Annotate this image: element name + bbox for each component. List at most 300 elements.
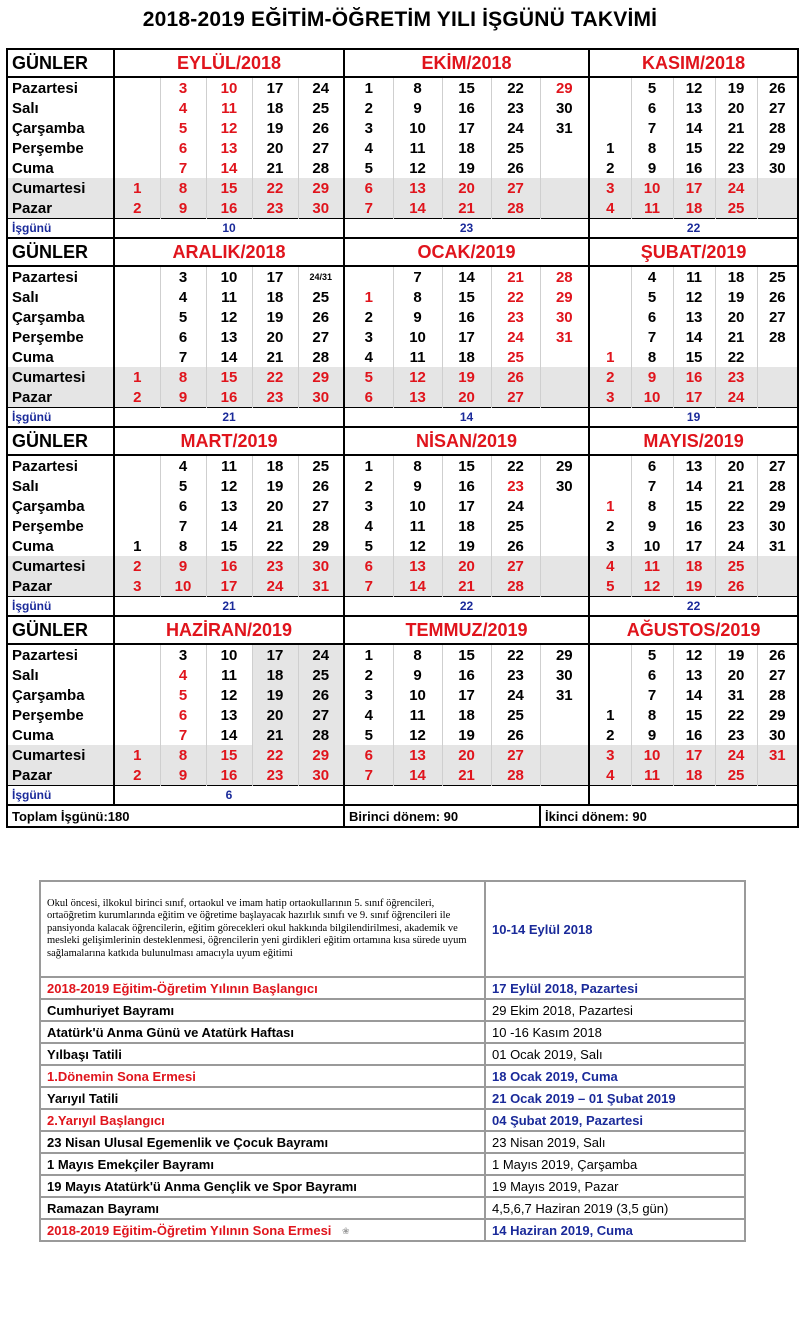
date-cell: 19 [442,158,491,178]
date-cell: 26 [491,158,540,178]
date-cell: 22 [252,745,298,765]
date-cell: 19 [715,77,757,98]
date-cell: 31 [540,327,589,347]
date-cell [540,158,589,178]
date-cell: 7 [631,118,673,138]
date-cell: 13 [206,327,252,347]
date-cell: 3 [344,118,393,138]
date-cell: 13 [673,665,715,685]
date-cell: 29 [540,287,589,307]
day-label: Salı [7,665,114,685]
date-cell: 1 [589,496,631,516]
date-cell [114,77,160,98]
second-term: İkinci dönem: 90 [540,805,798,827]
month-title: TEMMUZ/2019 [344,616,589,644]
date-cell: 22 [715,347,757,367]
day-label: Pazar [7,198,114,219]
date-cell: 22 [715,496,757,516]
date-cell: 12 [393,158,442,178]
date-cell: 28 [757,476,798,496]
date-cell: 26 [757,287,798,307]
date-cell: 9 [160,765,206,786]
date-cell: 5 [589,576,631,597]
event-title: Ramazan Bayramı [40,1197,485,1219]
date-cell: 4 [160,287,206,307]
day-row [7,198,798,219]
date-cell: 24 [491,327,540,347]
date-cell: 16 [673,516,715,536]
date-cell: 4 [589,765,631,786]
day-label: Cumartesi [7,178,114,198]
date-cell: 27 [491,387,540,408]
date-cell: 14 [393,765,442,786]
date-cell: 25 [757,266,798,287]
date-cell: 5 [344,725,393,745]
date-cell: 4 [160,455,206,476]
date-cell: 29 [298,536,344,556]
date-cell: 18 [252,98,298,118]
day-row [7,307,798,327]
date-cell [757,387,798,408]
date-cell: 29 [757,705,798,725]
date-cell: 14 [206,158,252,178]
date-cell: 16 [442,665,491,685]
date-cell: 19 [715,287,757,307]
date-cell: 2 [114,765,160,786]
date-cell: 11 [393,516,442,536]
day-row [7,287,798,307]
date-cell [589,455,631,476]
date-cell: 5 [160,307,206,327]
event-title: 2018-2019 Eğitim-Öğretim Yılının Sona Ermesi [40,1219,485,1241]
date-cell: 3 [344,496,393,516]
date-cell: 31 [298,576,344,597]
day-label: Perşembe [7,327,114,347]
isgunu-value: 21 [114,408,344,428]
date-cell: 8 [393,455,442,476]
date-cell: 7 [160,725,206,745]
day-label: Perşembe [7,138,114,158]
month-header-row [7,49,798,77]
date-cell: 23 [491,98,540,118]
date-cell: 30 [540,476,589,496]
date-cell: 11 [673,266,715,287]
date-cell [114,327,160,347]
date-cell: 6 [160,327,206,347]
events-body [40,881,745,1241]
date-cell [589,266,631,287]
date-cell: 11 [393,705,442,725]
date-cell: 16 [673,725,715,745]
date-cell: 5 [160,476,206,496]
event-title: 23 Nisan Ulusal Egemenlik ve Çocuk Bayramı [40,1131,485,1153]
date-cell: 6 [160,705,206,725]
date-cell: 26 [491,536,540,556]
date-cell: 7 [344,576,393,597]
day-label: Cuma [7,158,114,178]
date-cell: 21 [252,158,298,178]
date-cell: 22 [491,455,540,476]
date-cell: 6 [631,455,673,476]
date-cell: 2 [114,387,160,408]
date-cell: 1 [114,178,160,198]
date-cell: 30 [757,158,798,178]
date-cell: 17 [252,644,298,665]
date-cell: 7 [631,685,673,705]
isgunu-value: 22 [589,219,798,239]
event-date: 1 Mayıs 2019, Çarşamba [485,1153,745,1175]
date-cell: 10 [393,327,442,347]
isgunu-row [7,219,798,239]
date-cell: 14 [206,725,252,745]
month-title: EYLÜL/2018 [114,49,344,77]
day-label: Çarşamba [7,685,114,705]
date-cell [540,367,589,387]
date-cell: 3 [114,576,160,597]
date-cell: 13 [206,496,252,516]
date-cell [114,644,160,665]
date-cell: 13 [206,705,252,725]
date-cell: 3 [344,685,393,705]
date-cell [114,725,160,745]
date-cell [757,576,798,597]
date-cell: 21 [442,576,491,597]
date-cell: 10 [206,77,252,98]
date-cell: 5 [160,685,206,705]
date-cell: 9 [393,98,442,118]
day-row [7,367,798,387]
date-cell: 29 [757,138,798,158]
date-cell: 19 [442,536,491,556]
date-cell: 26 [298,685,344,705]
date-cell: 24 [252,576,298,597]
date-cell: 23 [252,387,298,408]
date-cell: 12 [393,725,442,745]
date-cell: 19 [715,644,757,665]
date-cell: 31 [757,536,798,556]
date-cell: 21 [491,266,540,287]
isgunu-row [7,408,798,428]
date-cell: 20 [442,556,491,576]
date-cell [114,665,160,685]
date-cell: 18 [673,556,715,576]
date-cell: 17 [442,118,491,138]
date-cell: 29 [298,745,344,765]
date-cell: 29 [757,496,798,516]
date-cell [540,387,589,408]
date-cell: 27 [298,138,344,158]
date-cell [589,77,631,98]
day-row [7,178,798,198]
date-cell: 5 [631,644,673,665]
date-cell: 29 [298,178,344,198]
date-cell: 17 [673,745,715,765]
day-row [7,644,798,665]
date-cell: 1 [589,347,631,367]
date-cell: 14 [393,198,442,219]
date-cell: 28 [757,327,798,347]
date-cell: 15 [442,644,491,665]
date-cell: 2 [344,307,393,327]
date-cell: 12 [673,77,715,98]
date-cell: 2 [589,367,631,387]
day-label: Pazar [7,387,114,408]
date-cell: 9 [160,198,206,219]
event-row [40,1197,745,1219]
date-cell: 29 [540,77,589,98]
date-cell: 13 [673,98,715,118]
date-cell: 30 [298,556,344,576]
date-cell [589,98,631,118]
day-row [7,158,798,178]
date-cell: 8 [393,77,442,98]
date-cell: 15 [442,455,491,476]
date-cell: 7 [631,476,673,496]
date-cell: 24 [715,745,757,765]
page-mark: ❀ [342,1226,350,1236]
date-cell: 27 [491,745,540,765]
orientation-text: Okul öncesi, ilkokul birinci sınıf, ortaokul ve imam hatip ortaokullarının 5. sınıf öğrencileri, ortaöğretim kurumlarında eğitim ve öğretime başlayacak hazırlık sınıfı ve 9. sınıf öğrencileri ile pansiyonda kalacak öğrencilerin, eğitim görecekleri okul hakkında bilgilendirilmesi, akademik ve mesleki gelişimlerinin desteklenmesi, öğrencilerin yeni girdikleri eğitim ortamına kısa sürede uyum sağlamalarına katkıda bulunulması amacıyla uyum eğitimi [40,881,485,977]
date-cell: 13 [673,455,715,476]
event-date: 19 Mayıs 2019, Pazar [485,1175,745,1197]
date-cell: 20 [442,178,491,198]
date-cell: 19 [442,367,491,387]
date-cell: 8 [393,644,442,665]
date-cell: 16 [442,98,491,118]
day-label: Cuma [7,347,114,367]
first-term: Birinci dönem: 90 [344,805,540,827]
date-cell: 11 [631,198,673,219]
day-row [7,765,798,786]
date-cell: 4 [631,266,673,287]
total-workdays: Toplam İşgünü:180 [7,805,344,827]
day-label: Pazartesi [7,266,114,287]
date-cell: 10 [631,387,673,408]
isgunu-value: 22 [344,597,589,617]
date-cell: 18 [442,138,491,158]
date-cell: 25 [298,287,344,307]
date-cell [589,307,631,327]
date-cell: 31 [757,745,798,765]
date-cell: 8 [631,347,673,367]
date-cell: 17 [442,327,491,347]
day-row [7,98,798,118]
day-row [7,496,798,516]
date-cell: 14 [673,118,715,138]
date-cell: 14 [442,266,491,287]
date-cell: 12 [631,576,673,597]
date-cell: 3 [160,77,206,98]
date-cell: 8 [631,705,673,725]
date-cell: 21 [252,347,298,367]
date-cell: 29 [540,455,589,476]
date-cell: 18 [715,266,757,287]
date-cell: 9 [160,387,206,408]
day-label: Pazar [7,765,114,786]
date-cell: 18 [252,455,298,476]
month-title: MART/2019 [114,427,344,455]
isgunu-row [7,786,798,806]
date-cell: 7 [160,347,206,367]
day-label: Pazartesi [7,77,114,98]
date-cell [114,266,160,287]
date-cell: 21 [252,725,298,745]
date-cell [589,118,631,138]
date-cell: 21 [715,118,757,138]
date-cell: 6 [160,496,206,516]
isgunu-value: 21 [114,597,344,617]
date-cell: 21 [442,198,491,219]
day-row [7,705,798,725]
date-cell: 12 [206,685,252,705]
date-cell: 23 [491,476,540,496]
date-cell: 8 [631,496,673,516]
date-cell: 25 [491,347,540,367]
days-header: GÜNLER [7,49,114,77]
date-cell: 29 [298,367,344,387]
date-cell [589,287,631,307]
day-row [7,745,798,765]
date-cell: 14 [206,516,252,536]
date-cell: 5 [344,536,393,556]
day-label: Pazar [7,576,114,597]
date-cell [540,576,589,597]
date-cell: 27 [757,665,798,685]
date-cell [540,765,589,786]
date-cell: 14 [673,685,715,705]
date-cell: 27 [298,496,344,516]
event-date: 17 Eylül 2018, Pazartesi [485,977,745,999]
calendar-body [7,49,798,827]
date-cell: 27 [298,705,344,725]
date-cell: 1 [114,745,160,765]
days-header: GÜNLER [7,427,114,455]
date-cell: 15 [673,138,715,158]
date-cell: 26 [715,576,757,597]
date-cell: 18 [252,665,298,685]
day-row [7,138,798,158]
date-cell: 16 [206,387,252,408]
days-header: GÜNLER [7,616,114,644]
date-cell: 4 [344,516,393,536]
date-cell: 24 [298,644,344,665]
date-cell [114,347,160,367]
date-cell: 4 [160,665,206,685]
date-cell: 1 [114,536,160,556]
date-cell: 1 [344,77,393,98]
date-cell [540,347,589,367]
date-cell: 23 [252,556,298,576]
date-cell [540,745,589,765]
date-cell: 4 [344,138,393,158]
date-cell: 4 [344,705,393,725]
date-cell: 11 [206,98,252,118]
date-cell: 15 [442,77,491,98]
date-cell: 15 [206,536,252,556]
event-row [40,1043,745,1065]
date-cell: 31 [540,118,589,138]
day-row [7,536,798,556]
date-cell: 7 [160,158,206,178]
date-cell: 13 [393,178,442,198]
event-title: Yılbaşı Tatili [40,1043,485,1065]
date-cell: 1 [589,705,631,725]
date-cell: 15 [673,705,715,725]
day-row [7,476,798,496]
date-cell: 16 [673,158,715,178]
date-cell: 22 [252,178,298,198]
date-cell: 30 [540,307,589,327]
event-title: Cumhuriyet Bayramı [40,999,485,1021]
event-date: 10 -16 Kasım 2018 [485,1021,745,1043]
calendar-table [6,48,799,828]
date-cell: 21 [442,765,491,786]
date-cell: 14 [673,476,715,496]
date-cell: 25 [491,516,540,536]
event-date: 18 Ocak 2019, Cuma [485,1065,745,1087]
date-cell: 31 [715,685,757,705]
date-cell [589,644,631,665]
date-cell: 12 [673,644,715,665]
date-cell: 17 [252,266,298,287]
date-cell: 23 [715,725,757,745]
date-cell [589,476,631,496]
date-cell: 28 [298,516,344,536]
day-row [7,685,798,705]
date-cell: 24 [491,118,540,138]
month-title: AĞUSTOS/2019 [589,616,798,644]
date-cell: 13 [673,307,715,327]
date-cell: 15 [673,347,715,367]
event-row [40,1021,745,1043]
date-cell: 26 [298,307,344,327]
date-cell: 5 [631,287,673,307]
isgunu-label: İşgünü [7,597,114,617]
date-cell: 8 [393,287,442,307]
date-cell: 11 [206,665,252,685]
date-cell [114,158,160,178]
date-cell [540,496,589,516]
date-cell [114,496,160,516]
event-row [40,999,745,1021]
date-cell: 2 [589,158,631,178]
date-cell: 10 [393,496,442,516]
date-cell: 28 [491,576,540,597]
day-label: Çarşamba [7,118,114,138]
date-cell: 10 [160,576,206,597]
date-cell: 25 [491,705,540,725]
date-cell: 7 [631,327,673,347]
date-cell: 20 [442,745,491,765]
date-cell: 31 [540,685,589,705]
date-cell: 8 [631,138,673,158]
date-cell: 7 [160,516,206,536]
date-cell: 4 [589,198,631,219]
date-cell: 10 [206,266,252,287]
date-cell: 27 [757,455,798,476]
date-cell: 17 [442,496,491,516]
date-cell: 2 [589,516,631,536]
date-cell: 9 [393,665,442,685]
date-cell: 15 [673,496,715,516]
isgunu-value [589,786,798,806]
date-cell: 8 [160,745,206,765]
date-cell: 22 [491,287,540,307]
date-cell [114,98,160,118]
date-cell: 14 [393,576,442,597]
event-date: 29 Ekim 2018, Pazartesi [485,999,745,1021]
event-row [40,1109,745,1131]
